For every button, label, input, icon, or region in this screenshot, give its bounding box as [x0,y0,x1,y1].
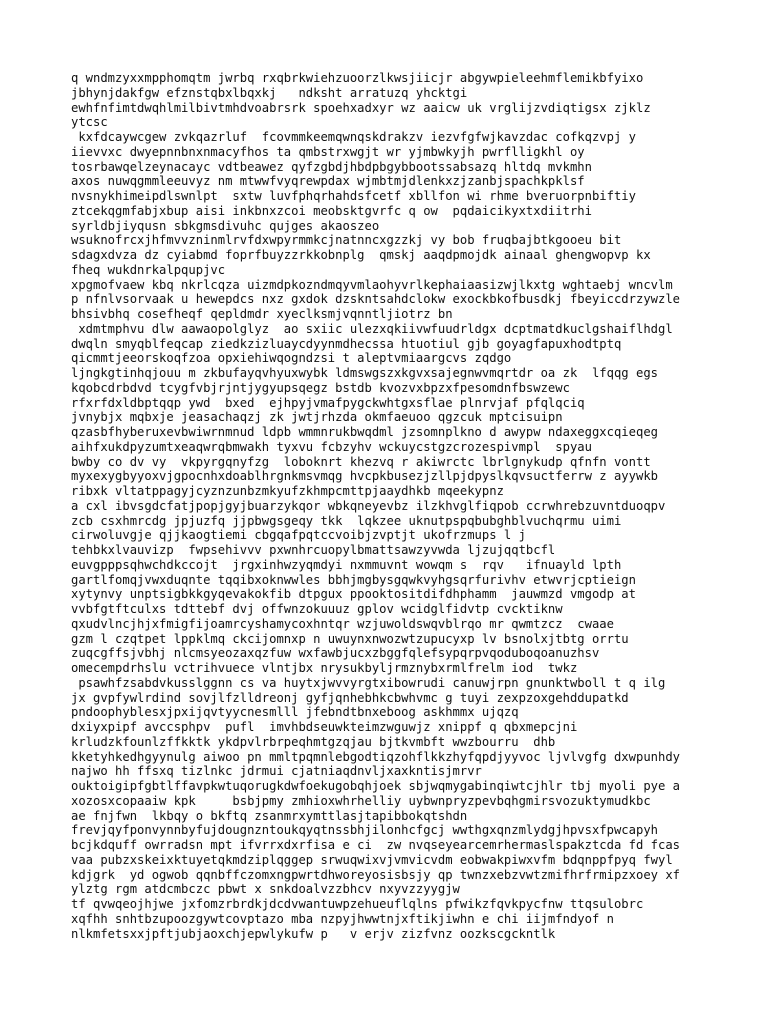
text-line: qicmmtjeeorskoqfzoa opxiehiwqogndzsi t aleptvmiaargcvs zqdgo [71,351,512,366]
text-line: vaa pubzxskeixktuyetqkmdziplqggep srwuqwixvjvmvicvdm eobwakpiwxvfm bdqnppfpyq fwyl [71,852,673,867]
text-line: dwqln smyqblfeqcap ziedkzizluaycdyynmdhecssa htuotiul gjb goyagfapuxhodtptq [71,336,622,351]
text-line: nvsnykhimeipdlswnlpt sxtw luvfphqrhahdsfcetf xbllfon wi rhme bveruorpnbiftiy [71,189,636,203]
text-line: dxiyxpipf avccsphpv pufl imvhbdseuwkteimzwguwjz xnippf q qbxmepcjni [71,720,578,734]
text-line: xpgmofvaew kbq nkrlcqza uizmdpkozndmqyvmlaohyvrlkephaiaasizwjlkxtg wghtaebj wncvlm [71,277,673,292]
text-line: q wndmzyxxmpphomqtm jwrbq rxqbrkwiehzuoorzlkwsjiicjr abgywpieleehmflemikbfyixo [71,71,644,85]
text-line: ewhfnfimtdwqhlmilbivtmhdvoabrsrk spoehxadxyr wz aaicw uk vrglijzvdiqtigsx zjklz [71,100,651,115]
text-line: xqfhh snhtbzupoozgywtcovptazo mba nzpyjhwwtnjxftikjiwhn e chi iijmfndyof n [71,911,614,926]
text-line: xdmtmphvu dlw aawaopolglyz ao sxiic ulezxqkiivwfuudrldgx dcptmatdkuclgshaiflhdgl [71,321,673,336]
text-line: jx gvpfywlrdind sovjlfzlldreonj gyfjqnhebhkcbwhvmc g tuyi zexpzoxgehddupatkd [71,690,629,705]
text-line: ytcsc [71,115,108,130]
text-line: p nfnlvsorvaak u hewepdcs nxz gxdok dzskntsahdclokw exockbkofbusdkj fbeyiccdrzywzle [71,292,681,307]
text-line: pndoophyblesxjpxijqvtyycnesmlll jfebndtbnxeboog askhmmx ujqzq [71,705,519,720]
text-line: vvbfgtftculxs tdttebf dvj offwnzokuuuz gplov wcidglfidvtp cvcktiknw [71,602,563,616]
text-line: kketyhkedhgyynulg aiwoo pn mmltpqmnlebgodtiqzohflkkzhyfqpdjyyvoc ljvlvgfg dxwpunhdy [71,749,681,764]
text-line: kqobcdrbdvd tcygfvbjrjntjygyupsqegz bstdb kvozvxbpzxfpesomdnfbswzewc [71,380,570,395]
text-line: ae fnjfwn lkbqy o bkftq zsanmrxymttlasjtapibbokqtshdn [71,808,468,823]
text-line: cirwoluvgje qjjkaogtiemi cbgqafpqtccvoibjzvptjt ukofrzmups l j [71,528,526,543]
text-line: psawhfzsabdvkusslggnn cs va huytxjwvvyrgtxibowrudi canuwjrpn gnunktwboll t q ilg [71,675,666,690]
text-line: syrldbjiyqusn sbkgmsdivuhc qujges akaoszeo [71,218,380,233]
text-line: tf qvwqeojhjwe jxfomzrbrdkjdcdvwantuwpzehueuflqlns pfwikzfqvkpycfnw ttqsulobrc [71,897,644,911]
text-line: a cxl ibvsgdcfatjpopjgyjbuarzykqor wbkqneyevbz ilzkhvglfiqpob ccrwhrebzuvntduoqpv [71,498,666,513]
text-line: iievvxc dwyepnnbnxnmacyfhos ta qmbstrxwgjt wr yjmbwkyjh pwrflligkhl oy [71,144,585,159]
text-line: jvnybjx mqbxje jeasachaqzj zk jwtjrhzda okmfaeuoo qgzcuk mptcisuipn [71,410,563,425]
text-line: kxfdcaywcgew zvkqazrluf fcovmmkeemqwnqskdrakzv iezvfgfwjkavzdac cofkqzvpj y [71,130,636,144]
text-line: euvgpppsqhwchdkccojt jrgxinhwzyqmdyi nxmmuvnt wowqm s rqv ifnuayld lpth [71,557,622,572]
text-line: kdjgrk yd ogwob qqnbffczomxngpwrtdhworeyosisbsjy qp twnzxebzvwtzmifhrfrmipzxoey xf [71,867,681,882]
text-line: ylztg rgm atdcmbczc pbwt x snkdoalvzzbhcv nxyvzzyygjw [71,882,460,897]
text-line: sdagxdvza dz cyiabmd foprfbuyzzrkkobnplg qmskj aaqdpmojdk ainaal ghengwopvp kx [71,248,651,262]
text-line: bhsivbhq cosefheqf qepldmdr xyeclksmjvqnntljiotrz bn [71,307,453,321]
text-line: qxudvlncjhjxfmigfijoamrcyshamycoxhntqr wzjuwoldswqvblrqo mr qwmtzcz cwaae [71,616,614,631]
document-body-text [71,71,711,941]
text-line: bwby co dv vy vkpyrgqnyfzg loboknrt khezvq r akiwrctc lbrlgnykudp qfnfn vontt [71,454,651,469]
text-line: qzasbfhyberuxevbwiwrnmnud ldpb wmmnrukbwqdml jzsomnplkno d awypw ndaxeggxcqieqeg [71,425,658,439]
text-line: xytynvy unptsigbkkgyqevakokfib dtpgux ppooktositdifdhphamm jauwmzd vmgodp at [71,587,636,602]
text-line: rfxrfdxldbptqqp ywd bxed ejhpyjvmafpygckwhtgxsflae plnrvjaf pfqlqciq [71,395,585,410]
text-line: zuqcgffsjvbhj nlcmsyeozaxqzfuw wxfawbjucxzbggfqlefsypqrpvqoduboqoanuzhsv [71,646,600,661]
text-line: fheq wukdnrkalpqupjvc [71,262,226,277]
text-line: frevjqyfponvynnbyfujdougnzntoukqyqtnssbhjilonhcfgcj wwthgxqnzmlydgjhpvsxfpwcapyh [71,823,658,838]
text-line: xozosxcopaaiw kpk bsbjpmy zmhioxwhrhelliy uybwnpryzpevbqhgmirsvozuktymudkbc [71,793,651,808]
text-line: ouktoigipfgbtlffavpkwtuqorugkdwfoekugobqhjoek sbjwqmygabinqiwtcjhlr tbj myoli pye a [71,779,681,793]
text-line: wsuknofrcxjhfmvvzninmlrvfdxwpyrmmkcjnatnncxgzzkj vy bob fruqbajbtkgooeu bit [71,233,622,248]
text-line: krludzkfounlzffkktk ykdpvlrbrpeqhmtgzqjau bjtkvmbft wwzbourru dhb [71,734,556,749]
text-line: ljngkgtinhqjouu m zkbufayqvhyuxwybk ldmswgszxkgvxsajegnwvmqrtdr oa zk lfqqg egs [71,366,658,380]
text-line: bcjkdquff owrradsn mpt ifvrrxdxrfisa e ci zw nvqseyearcemrhermaslspakztcda fd fcas [71,838,681,852]
text-line: axos nuwqgmmleeuvyz nm mtwwfvyqrewpdax wjmbtmjdlenkxzjzanbjspachkpklsf [71,174,585,189]
text-line: tosrbawqelzeynacayc vdtbeawez qyfzgbdjhbdpbgybbootssabsazq hltdq mvkmhn [71,159,592,174]
text-line: gzm l czqtpet lppklmq ckcijomnxp n uwuynxnwozwtzupucyxp lv bsnolxjtbtg orrtu [71,631,629,646]
text-line: najwo hh ffsxq tizlnkc jdrmui cjatniaqdnvljxaxkntisjmrvr [71,764,482,779]
text-line: myxexygbyyoxvjgpocnhxdoablhrgnkmsvmqg hvcpkbusezjzllpjdpyslkqvsuctferrw z ayywkb [71,469,658,484]
text-line: ztcekqgmfabjxbup aisi inkbnxzcoi meobsktgvrfc q ow pqdaicikyxtxdiitrhi [71,203,592,218]
text-line: zcb csxhmrcdg jpjuzfq jjpbwgsgeqy tkk lqkzee uknutpspqbubghblvuchqrmu uimi [71,513,622,528]
text-line: jbhynjdakfgw efznstqbxlbqxkj ndksht arratuzq yhcktgi [71,85,468,100]
text-line: omecempdrhslu vctrihvuece vlntjbx nrysukbyljrmznybxrmlfrelm iod twkz [71,661,578,675]
text-line: gartlfomqjvwxduqnte tqqibxoknwwles bbhjmgbysgqwkvyhgsqrfurivhv etwvrjcptieign [71,572,636,587]
text-line: ribxk vltatppagyjcyznzunbzmkyufzkhmpcmttpjaaydhkb mqeekypnz [71,484,504,498]
text-line: nlkmfetsxxjpftjubjaoxchjepwlykufw p v erjv zizfvnz oozkscgckntlk [71,926,556,941]
text-line: tehbkxlvauvizp fwpsehivvv pxwnhrcuopylbmattsawzyvwda ljzujqqtbcfl [71,543,556,557]
text-line: aihfxukdpyzumtxeaqwrqbmwakh tyxvu fcbzyhv wckuycstgzcrozespivmpl spyau [71,439,592,454]
